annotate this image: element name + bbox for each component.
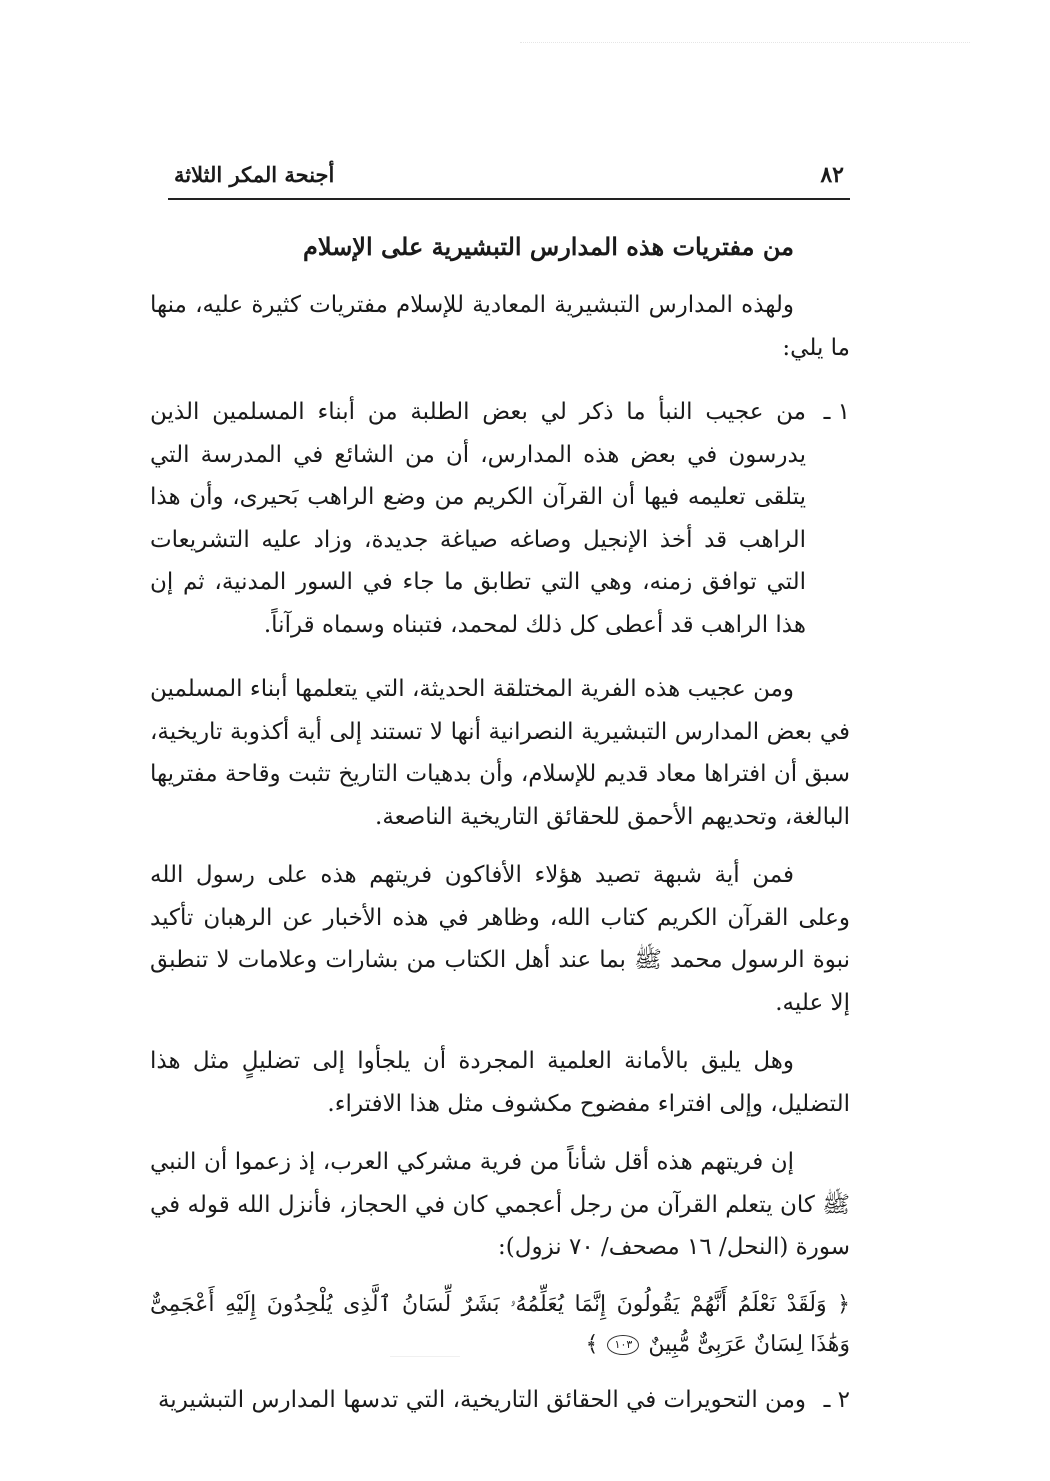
- paragraph: ومن عجيب هذه الفرية المختلقة الحديثة، التي يتعلمها أبناء المسلمين في بعض المدارس التبشيرية النصرانية أنها لا تستند إلى أية أكذوبة تاريخية، سبق أن افتراها معاد قديم للإسلام، وأن بدهيات التاريخ تثبت وقاحة مفتريها البالغة، وتحديهم الأحمق للحقائق التاريخية الناصعة.: [150, 676, 850, 830]
- list-item-text: ومن التحويرات في الحقائق التاريخية، التي تدسها المدارس التبشيرية: [157, 1386, 806, 1413]
- header-divider: [168, 198, 850, 200]
- page-header: [168, 158, 848, 194]
- list-item-2: [150, 1379, 850, 1422]
- page-body: [150, 218, 850, 1443]
- intro-paragraph: ولهذه المدارس التبشيرية المعادية للإسلام مفتريات كثيرة عليه، منها ما يلي:: [150, 292, 850, 361]
- list-item-number: ٢ ـ: [823, 1386, 850, 1413]
- list-item-1: [150, 391, 850, 646]
- scan-artifact: [390, 1356, 460, 1357]
- scan-artifact: [520, 42, 970, 43]
- page-number: ٨٢: [820, 162, 844, 188]
- ayah-number: ١٠٣: [607, 1335, 639, 1355]
- paragraph: فمن أية شبهة تصيد هؤلاء الأفاكون فريتهم هذه على رسول الله وعلى القرآن الكريم كتاب الله، وظاهر في هذه الأخبار عن الرهبان تأكيد نبوة الرسول محمد ﷺ بما عند أهل الكتاب من بشارات وعلامات لا تنطبق إلا عليه.: [150, 862, 850, 1016]
- list-item-number: ١ ـ: [823, 399, 850, 425]
- verse-open-bracket: ﴿: [837, 1291, 850, 1317]
- list-item-text: من عجيب النبأ ما ذكر لي بعض الطلبة من أبناء المسلمين الذين يدرسون في بعض هذه المدارس، أن من الشائع في المدرسة التي يتلقى تعليمه فيها أن القرآن الكريم من وضع الراهب بَحيرى، وأن هذا الراهب قد أخذ الإنجيل وصاغه صياغة جديدة، وزاد عليه التشريعات التي توافق زمنه، وهي التي تطابق ما جاء في السور المدنية، ثم إن هذا الراهب قد أعطى كل ذلك لمحمد، فتبناه وسماه قرآناً.: [150, 399, 806, 638]
- verse-close-bracket: ﴾: [585, 1331, 599, 1357]
- quran-verse: [150, 1285, 850, 1365]
- verse-text: وَلَقَدْ نَعْلَمُ أَنَّهُمْ يَقُولُونَ إِنَّمَا يُعَلِّمُهُۥ بَشَرٌ لِّسَانُ ٱلَّذِى يُلْحِدُونَ إِلَيْهِ أَعْجَمِىٌّ وَهَٰذَا لِسَانٌ عَرَبِىٌّ مُّبِينٌ: [150, 1291, 850, 1357]
- section-heading: من مفتريات هذه المدارس التبشيرية على الإسلام: [303, 232, 794, 261]
- paragraph: وهل يليق بالأمانة العلمية المجردة أن يلجأوا إلى تضليلٍ مثل هذا التضليل، وإلى افتراء مفضوح مكشوف مثل هذا الافتراء.: [150, 1048, 850, 1117]
- paragraph: إن فريتهم هذه أقل شأناً من فرية مشركي العرب، إذ زعموا أن النبي ﷺ كان يتعلم القرآن من رجل أعجمي كان في الحجاز، فأنزل الله قوله في سورة (النحل/ ١٦ مصحف/ ٧٠ نزول):: [150, 1149, 850, 1260]
- running-title: أجنحة المكر الثلاثة: [174, 162, 335, 187]
